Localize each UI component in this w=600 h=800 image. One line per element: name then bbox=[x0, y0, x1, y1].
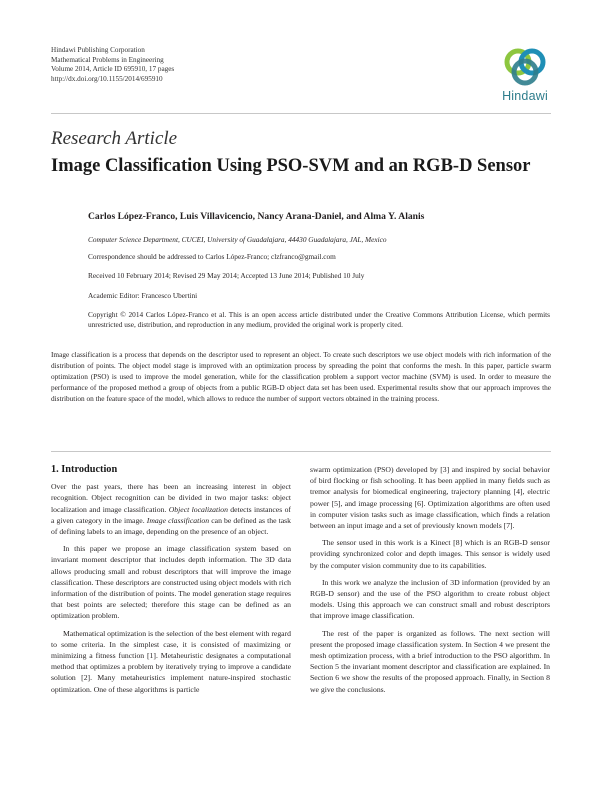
text-run: Over the past years, there has been an increasing interest in object recognition. Object recognition can be divided in two major tasks: object localization and image classification. bbox=[51, 482, 291, 514]
text-run: detects instances of a given category in the image. bbox=[51, 504, 291, 525]
abstract-divider bbox=[51, 451, 551, 452]
abstract: Image classification is a process that depends on the descriptor used to represent an object. To create such descriptors we use object models with rich information of the distribution of points. The object model stage is improved with an optimization process by spreading the point that conforms the mesh. In this paper, particle swarm optimization (PSO) is used to improve the model generation, while for the classification problem a support vector machine (SVM) is used. In order to measure the performance of the proposed method a group of objects from a public RGB-D object data set has been used. Experimental results show that our approach improves the distribution on the feature space of the model, which allows to reduce the number of support vectors obtained in the training process. bbox=[51, 350, 551, 403]
paragraph: In this work we analyze the inclusion of 3D information (provided by an RGB-D sensor) and the use of the PSO algorithm to create robust object models. Using this approach we can construct small and robust descriptors that improve image classification. bbox=[310, 577, 550, 621]
paragraph: The rest of the paper is organized as follows. The next section will present the proposed image classification system. In Section 4 we present the mesh optimization process, with a brief introduction to the PSO algorithm. In Section 5 the invariant moment descriptor and classification are explained. In Section 6 we show the results of the proposed approach. Finally, in Section 8 we give the conclusions. bbox=[310, 628, 550, 694]
journal-name: Mathematical Problems in Engineering bbox=[51, 55, 164, 64]
paragraph: In this paper we propose an image classification system based on invariant moment descriptor that includes depth information. The 3D data allows producing small and robust descriptors that will improve the image classification. These descriptors are constructed using object models with rich information of the distribution of points. The model generation stage requires that best points are selected; therefore this stage can be defined as an optimization problem. bbox=[51, 544, 291, 621]
right-column bbox=[310, 464, 550, 695]
copyright-notice: Copyright © 2014 Carlos López-Franco et al. This is an open access article distributed under the Creative Commons Attribution License, which permits unrestricted use, distribution, and reproduction in any medium, provided the original work is properly cited. bbox=[88, 310, 550, 330]
emphasis: Image classification bbox=[146, 515, 210, 525]
emphasis: Object localization bbox=[168, 504, 228, 514]
volume-info: Volume 2014, Article ID 695910, 17 pages bbox=[51, 65, 175, 74]
left-column bbox=[51, 464, 291, 695]
section-heading: 1. Introduction bbox=[51, 464, 118, 475]
paragraph: The sensor used in this work is a Kinect [8] which is an RGB-D sensor providing synchronized color and depth images. This sensor is widely used by the computer vision community due to its capabilities. bbox=[310, 538, 550, 570]
hindawi-logo-icon bbox=[496, 44, 554, 88]
affiliation: Computer Science Department, CUCEI, University of Guadalajara, 44430 Guadalajara, JAL, Mexico bbox=[88, 235, 387, 244]
correspondence: Correspondence should be addressed to Carlos López-Franco; clzfranco@gmail.com bbox=[88, 252, 336, 261]
hindawi-logo bbox=[496, 44, 554, 106]
logo-wordmark: Hindawi bbox=[502, 89, 548, 103]
page-title: Image Classification Using PSO-SVM and an RGB-D Sensor bbox=[51, 156, 531, 176]
author-list: Carlos López-Franco, Luis Villavicencio, Nancy Arana-Daniel, and Alma Y. Alanis bbox=[88, 211, 425, 222]
paragraph: swarm optimization (PSO) developed by [3] and inspired by social behavior of bird flocking or fish schooling. It has been applied in many fields such as tremor analysis for biomedical engineering, trajectory planning [4], electric power [5], and image processing [6]. Optimization algorithms are often used in computer vision tasks such as image classification, which finds a relation between an input image and a set of previously known models [7]. bbox=[310, 465, 550, 531]
article-type: Research Article bbox=[51, 128, 178, 149]
journal-header bbox=[51, 46, 174, 84]
paragraph: Mathematical optimization is the selection of the best element with regard to some criteria. In the simplest case, it is consisted of maximizing or minimizing a fitness function [1]. Metaheuristic designates a computational method that optimizes a problem by iteratively trying to improve a candidate solution [2]. Many metaheuristics implement nature-inspired stochastic optimization. One of these algorithms is particle bbox=[51, 628, 291, 694]
header-divider bbox=[51, 113, 551, 114]
paragraph bbox=[51, 481, 291, 537]
text-run: can be defined as the task of defining labels to an image, depending on the presence of an object. bbox=[51, 515, 292, 537]
doi-link[interactable]: http://dx.doi.org/10.1155/2014/695910 bbox=[51, 74, 163, 83]
academic-editor: Academic Editor: Francesco Ubertini bbox=[88, 291, 198, 300]
publisher-name: Hindawi Publishing Corporation bbox=[51, 46, 145, 54]
dates: Received 10 February 2014; Revised 29 May 2014; Accepted 13 June 2014; Published 10 July bbox=[88, 271, 365, 280]
